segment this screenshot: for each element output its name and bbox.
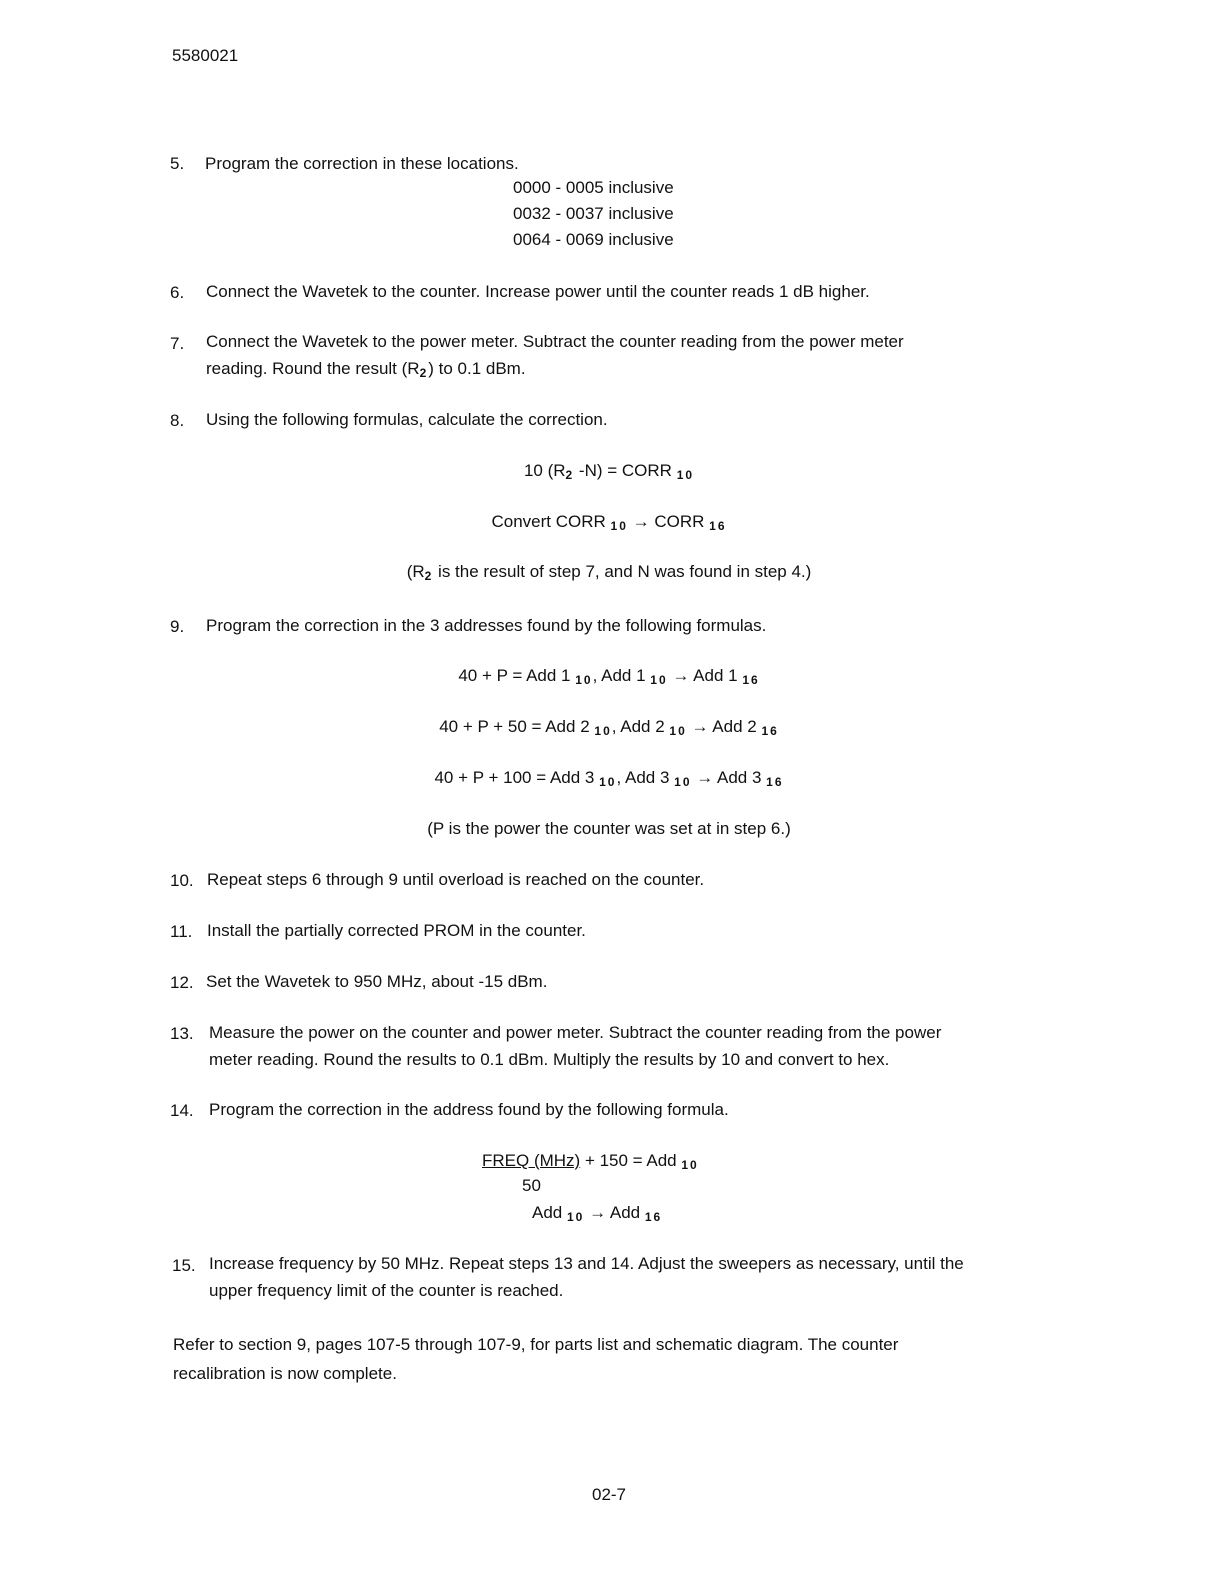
fraction-numerator: FREQ (MHz) [482, 1151, 581, 1170]
step-15-line-1: Increase frequency by 50 MHz. Repeat steps 13 and 14. Adjust the sweepers as necessary, until the [209, 1254, 964, 1273]
step-15-line-2: upper frequency limit of the counter is reached. [209, 1281, 564, 1300]
step-9-formula-2: 40 + P + 50 = Add 2 $_{10}$, Add 2 $_{10}$ → Add 2 $_{16}$ [439, 717, 779, 738]
step-11-number: 11. [170, 922, 193, 941]
step-14-formula-2: Add $_{10}$ → Add $_{16}$ [532, 1203, 663, 1224]
closing-paragraph [173, 1330, 1031, 1388]
step-14-number: 14. [170, 1101, 194, 1120]
step-13-line-1: Measure the power on the counter and power meter. Subtract the counter reading from the power [209, 1023, 942, 1042]
step-13-number: 13. [170, 1024, 194, 1043]
step-9-text: Program the correction in the 3 addresses found by the following formulas. [206, 616, 767, 635]
step-10-text: Repeat steps 6 through 9 until overload is reached on the counter. [207, 870, 705, 889]
step-14-formula-1: FREQ (MHz) + 150 = Add $_{10}$ [482, 1151, 699, 1172]
step-10-number: 10. [170, 871, 194, 890]
step-9-note: (P is the power the counter was set at in step 6.) [427, 819, 791, 838]
step-7-number: 7. [170, 334, 185, 353]
step-7-line-2: reading. Round the result $(R_2)$ to 0.1 dBm. [206, 359, 526, 380]
step-8-text: Using the following formulas, calculate the correction. [206, 410, 608, 429]
closing-line-2: recalibration is now complete. [173, 1364, 397, 1383]
document-number: 5580021 [172, 46, 239, 65]
step-7-text [206, 328, 952, 387]
fraction-denominator: 50 [522, 1176, 541, 1195]
step-8-formula-2: Convert CORR $_{10}$ → CORR $_{16}$ [491, 512, 727, 533]
step-12-text: Set the Wavetek to 950 MHz, about -15 dBm. [206, 972, 548, 991]
step-13-line-2: meter reading. Round the results to 0.1 dBm. Multiply the results by 10 and convert to hex. [209, 1050, 890, 1069]
step-9-formula-1: 40 + P = Add 1 $_{10}$, Add 1 $_{10}$ → Add 1 $_{16}$ [458, 666, 760, 687]
step-11-text: Install the partially corrected PROM in the counter. [207, 921, 586, 940]
step-14-text: Program the correction in the address found by the following formula. [209, 1100, 729, 1119]
page-number: 02-7 [591, 1485, 627, 1504]
closing-line-1: Refer to section 9, pages 107-5 through 107-9, for parts list and schematic diagram. The counter [173, 1335, 899, 1354]
step-8-formula-1: 10 ($R_2$ -N) = CORR $_{10}$ [523, 461, 695, 482]
step-8-note: ($R_2$ is the result of step 7, and N was found in step 4.) [406, 562, 812, 583]
step-6-number: 6. [170, 283, 185, 302]
location-range-1: 0000 - 0005 inclusive [513, 178, 674, 197]
step-9-number: 9. [170, 617, 185, 636]
step-15-number: 15. [172, 1256, 196, 1275]
step-15-text [209, 1250, 1031, 1304]
step-5-number: 5. [170, 154, 185, 173]
step-6-text: Connect the Wavetek to the counter. Increase power until the counter reads 1 dB higher. [206, 282, 870, 301]
location-range-3: 0064 - 0069 inclusive [513, 230, 674, 249]
location-range-2: 0032 - 0037 inclusive [513, 204, 674, 223]
step-8-number: 8. [170, 411, 185, 430]
step-12-number: 12. [170, 973, 194, 992]
step-9-formula-3: 40 + P + 100 = Add 3 $_{10}$, Add 3 $_{10}$ → Add 3 $_{16}$ [434, 768, 784, 789]
step-7-line-1: Connect the Wavetek to the power meter. Subtract the counter reading from the power meter [206, 332, 904, 351]
step-5-text: Program the correction in these locations. [205, 154, 519, 173]
step-13-text [209, 1019, 1031, 1073]
